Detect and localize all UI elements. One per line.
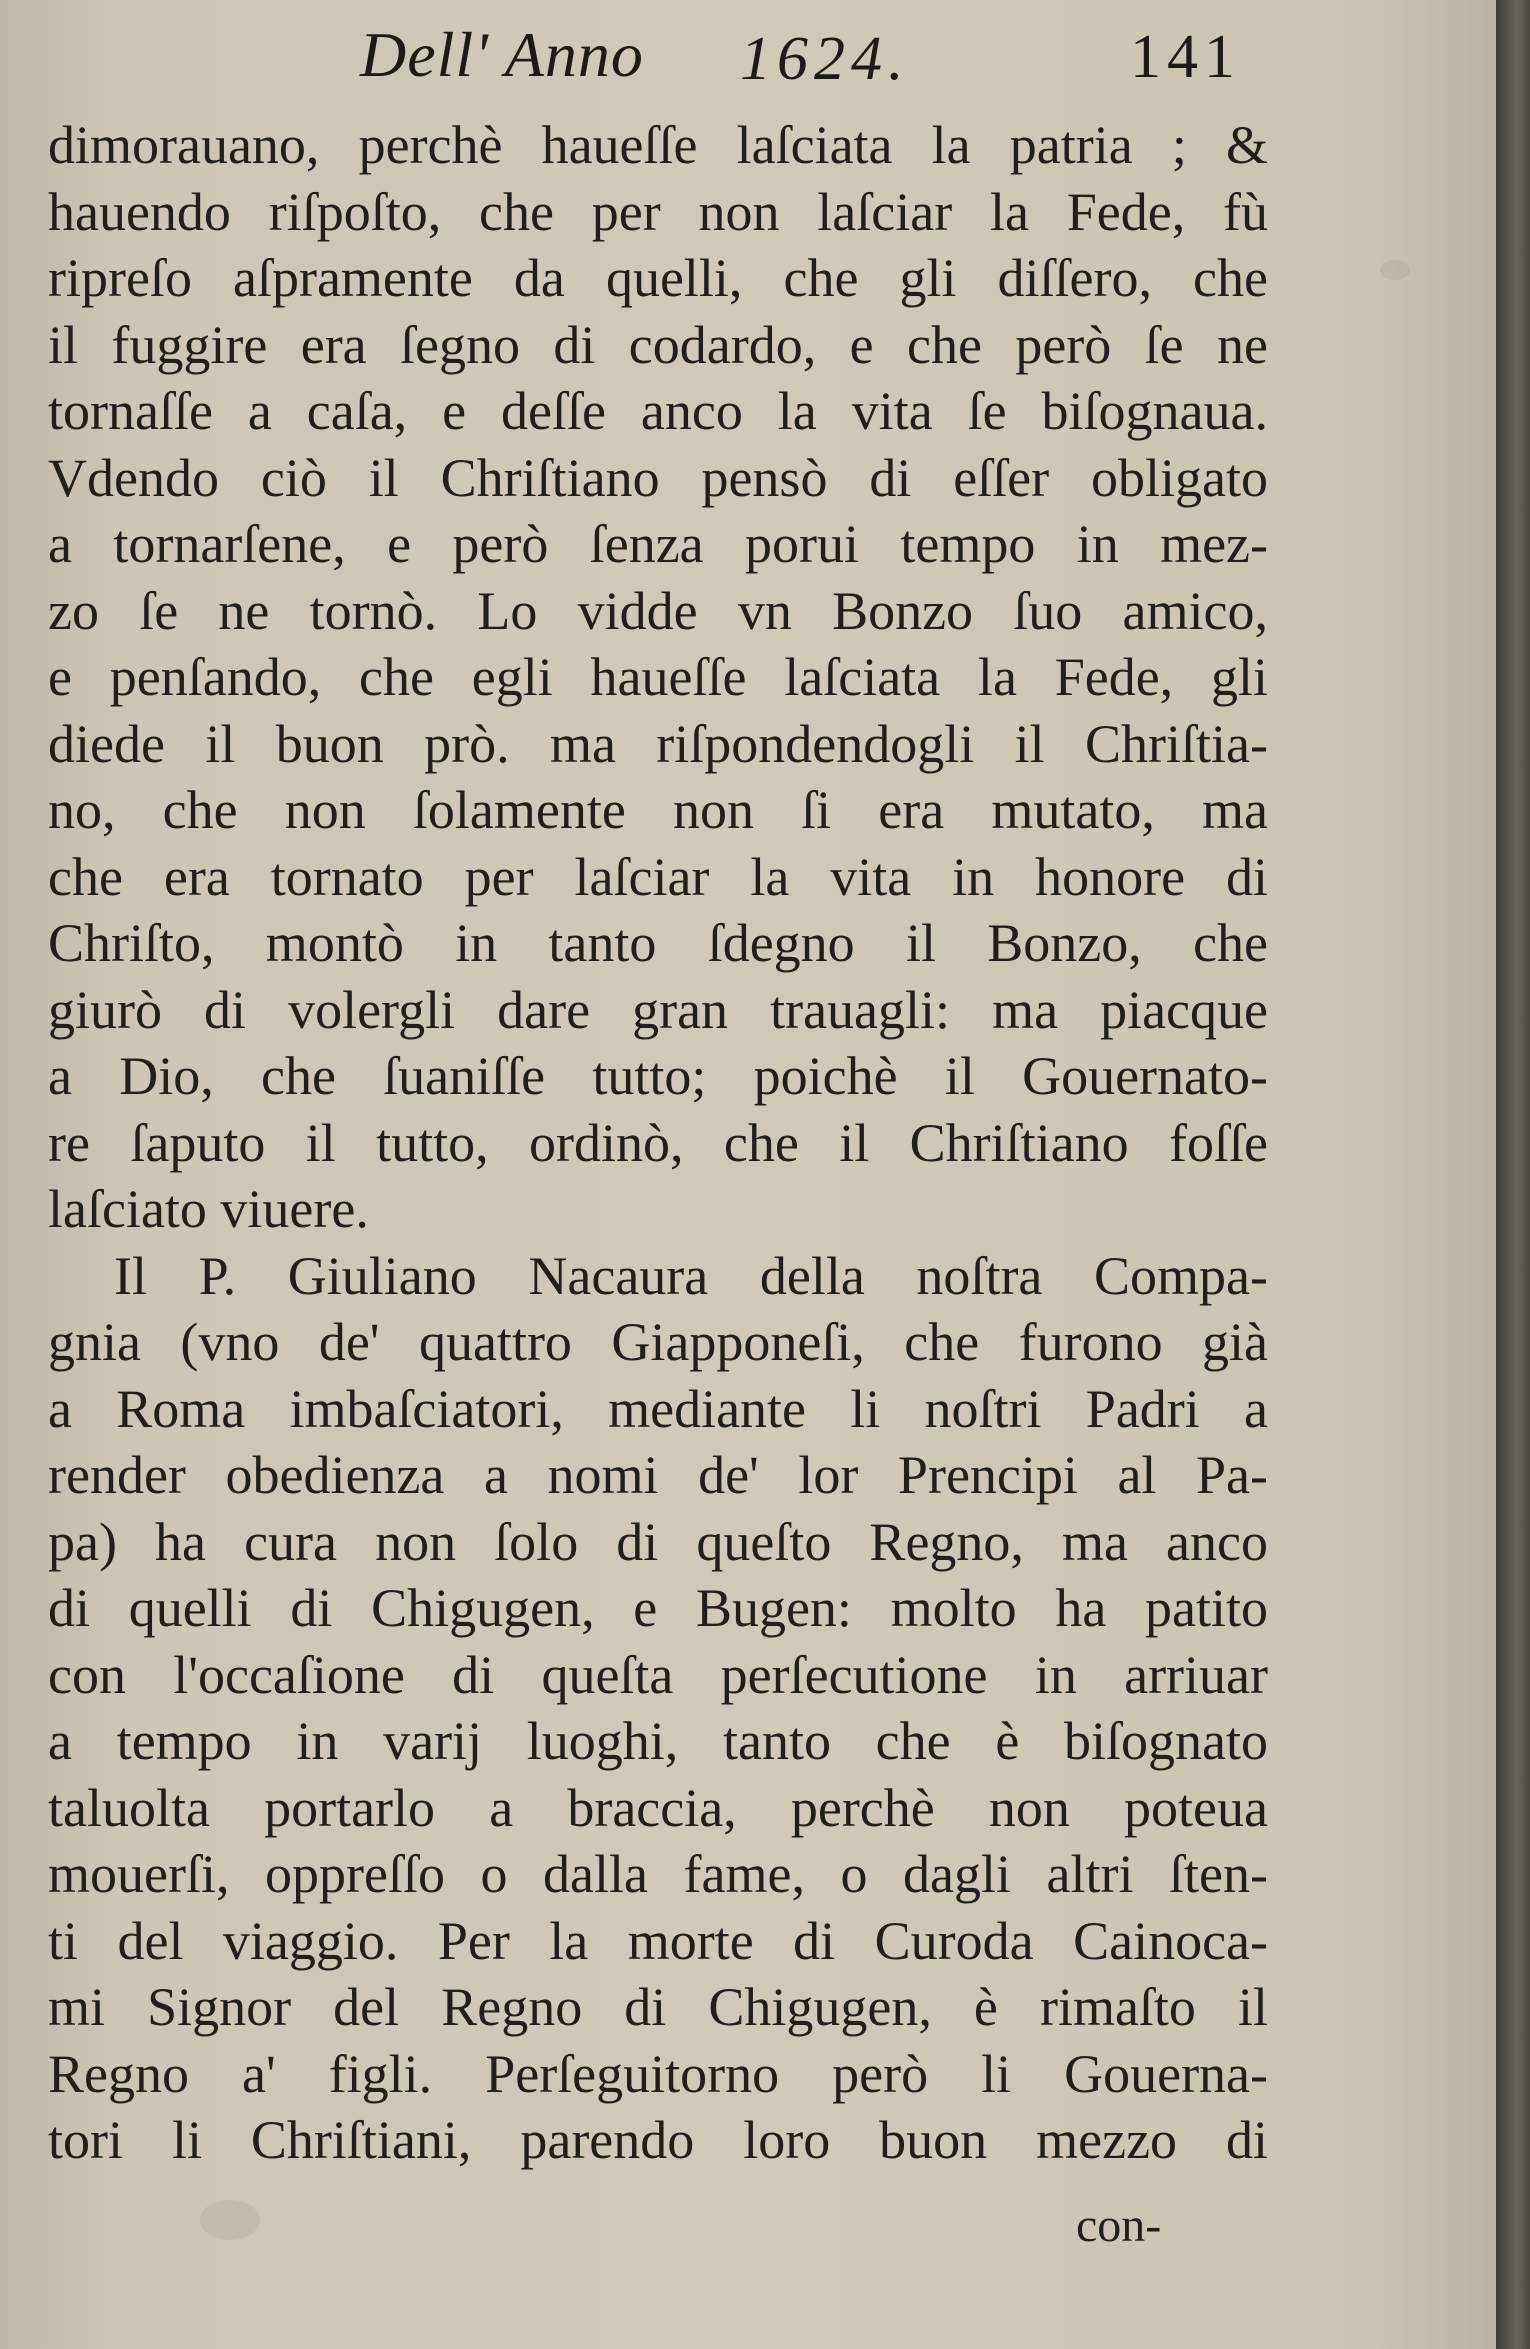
- text-line: che era tornato per laſciar la vita in honore di: [48, 846, 1268, 907]
- text-line: pa) ha cura non ſolo di queſto Regno, ma anco: [48, 1511, 1268, 1572]
- text-line: con l'occaſione di queſta perſecutione in arriuar: [48, 1644, 1268, 1705]
- paragraph-start-line: Il P. Giuliano Nacaura della noſtra Compa-: [114, 1245, 1268, 1306]
- text-line: re ſaputo il tutto, ordinò, che il Chriſtiano foſſe: [48, 1112, 1268, 1173]
- paragraph-end-line: laſciato viuere.: [48, 1179, 369, 1239]
- text-line: Vdendo ciò il Chriſtiano pensò di eſſer obligato: [48, 447, 1268, 508]
- page-number: 141: [1130, 23, 1241, 91]
- text-line: a tempo in varij luoghi, tanto che è biſognato: [48, 1711, 1268, 1771]
- paper-stain: [200, 2200, 260, 2240]
- text-line: gnia (vno de' quattro Giapponeſi, che furono già: [48, 1312, 1268, 1372]
- text-line: giurò di volergli dare gran trauagli: ma piacque: [48, 979, 1268, 1040]
- text-line: render obedienza a nomi de' lor Prencipi al Pa-: [48, 1445, 1268, 1505]
- text-line: tori li Chriſtiani, parendo loro buon mezzo di: [48, 2110, 1268, 2170]
- text-line: mi Signor del Regno di Chigugen, è rimaſto il: [48, 1977, 1268, 2037]
- text-line: taluolta portarlo a braccia, perchè non poteua: [48, 1777, 1268, 1838]
- catchword: con-: [1076, 2199, 1162, 2252]
- paper-stain: [1380, 260, 1410, 280]
- running-title: Dell' Anno: [360, 19, 644, 90]
- text-line: a Dio, che ſuaniſſe tutto; poichè il Gouernato-: [48, 1046, 1268, 1106]
- running-year: 1624.: [740, 25, 910, 93]
- text-line: dimorauano, perchè haueſſe laſciata la patria ; &: [48, 115, 1268, 175]
- text-line: no, che non ſolamente non ſi era mutato, ma: [48, 780, 1268, 840]
- text-line: hauendo riſpoſto, che per non laſciar la Fede, fù: [48, 181, 1268, 242]
- text-line: ti del viaggio. Per la morte di Curoda Cainoca-: [48, 1910, 1268, 1971]
- text-line: di quelli di Chigugen, e Bugen: molto ha patito: [48, 1578, 1268, 1638]
- text-line: zo ſe ne tornò. Lo vidde vn Bonzo ſuo amico,: [48, 580, 1268, 641]
- body-text: [48, 112, 1268, 2174]
- text-line: il fuggire era ſegno di codardo, e che però ſe ne: [48, 314, 1268, 375]
- text-line: a tornarſene, e però ſenza porui tempo in mez-: [48, 514, 1268, 574]
- text-line: Chriſto, montò in tanto ſdegno il Bonzo, che: [48, 913, 1268, 973]
- text-line: mouerſi, oppreſſo o dalla fame, o dagli altri ſten-: [48, 1844, 1268, 1904]
- text-line: Regno a' figli. Perſeguitorno però li Gouerna-: [48, 2043, 1268, 2104]
- text-line: ripreſo aſpramente da quelli, che gli diſſero, che: [48, 248, 1268, 308]
- text-line: e penſando, che egli haueſſe laſciata la Fede, gli: [48, 647, 1268, 707]
- text-line: a Roma imbaſciatori, mediante li noſtri Padri a: [48, 1378, 1268, 1439]
- book-edge: [1496, 0, 1530, 2349]
- text-line: diede il buon prò. ma riſpondendogli il Chriſtia-: [48, 713, 1268, 774]
- text-line: tornaſſe a caſa, e deſſe anco la vita ſe biſognaua.: [48, 381, 1268, 441]
